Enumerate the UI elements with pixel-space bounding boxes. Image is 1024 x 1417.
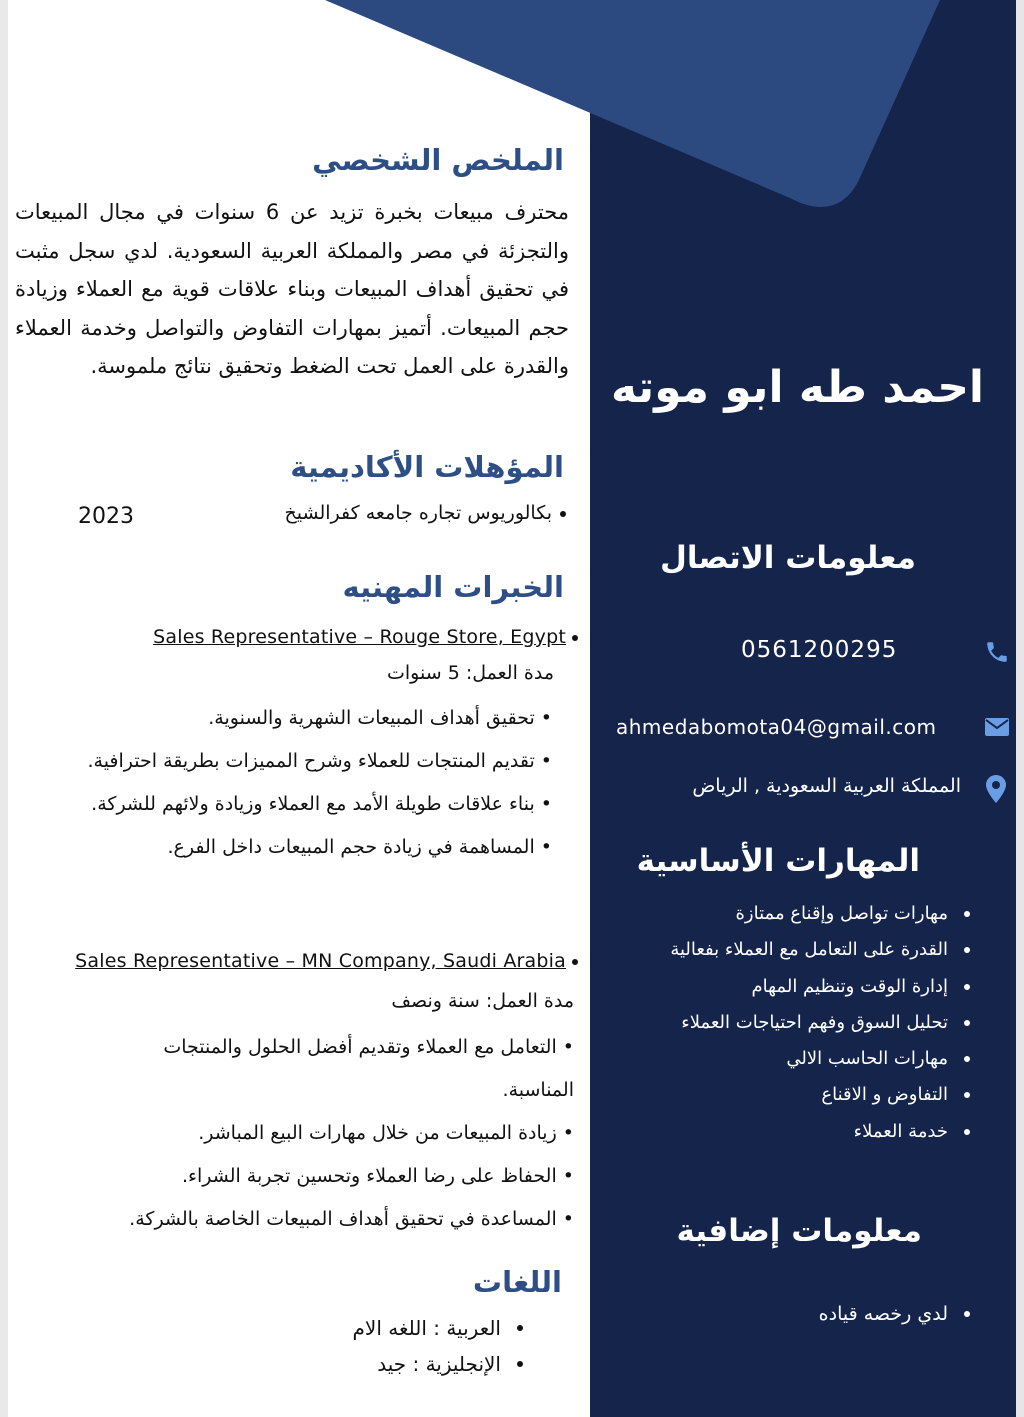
list-item: مهارات تواصل وإقناع ممتازة <box>618 896 948 932</box>
email-address[interactable]: ahmedabomota04@gmail.com <box>616 715 937 739</box>
list-item: التفاوض و الاقناع <box>618 1077 948 1113</box>
experience-heading: الخبرات المهنيه <box>342 570 564 604</box>
bullet <box>572 959 578 965</box>
job-title-text: Sales Representative – Rouge Store, Egypt <box>153 626 566 648</box>
bullet <box>560 511 566 517</box>
list-item: تحليل السوق وفهم احتياجات العملاء <box>618 1005 948 1041</box>
list-item: • الحفاظ على رضا العملاء وتحسين تجربة الشراء. <box>34 1155 574 1198</box>
location-text: المملكة العربية السعودية , الرياض <box>692 775 961 797</box>
list-item: العربية : اللغه الام <box>181 1310 501 1346</box>
job-title-2 <box>75 950 578 972</box>
education-year: 2023 <box>78 504 134 529</box>
skills-heading: المهارات الأساسية <box>636 843 920 879</box>
bullet <box>572 635 578 641</box>
extra-info-heading: معلومات إضافية <box>676 1213 922 1249</box>
email-icon <box>984 716 1010 738</box>
list-item: • المساهمة في زيادة حجم المبيعات داخل الفرع. <box>12 826 552 869</box>
contact-heading: معلومات الاتصال <box>660 540 916 576</box>
list-item: لدي رخصه قياده <box>618 1297 948 1331</box>
list-item: • المساعدة في تحقيق أهداف المبيعات الخاصة بالشركة. <box>34 1198 574 1241</box>
skills-list <box>618 896 948 1150</box>
degree-text: بكالوريوس تجاره جامعه كفرالشيخ <box>284 502 552 524</box>
phone-icon <box>984 639 1010 665</box>
list-item: • زيادة المبيعات من خلال مهارات البيع المباشر. <box>34 1112 574 1155</box>
education-degree <box>285 502 566 524</box>
job-tasks-1 <box>12 697 552 869</box>
extra-info-list <box>618 1297 948 1331</box>
job-title-1 <box>153 626 578 648</box>
list-item: إدارة الوقت وتنظيم المهام <box>618 969 948 1005</box>
job-tasks-2 <box>34 1026 574 1241</box>
list-item: خدمة العملاء <box>618 1114 948 1150</box>
list-item: • بناء علاقات طويلة الأمد مع العملاء وزيادة ولائهم للشركة. <box>84 783 552 826</box>
person-name: احمد طه ابو موته <box>610 362 984 413</box>
list-item: • تحقيق أهداف المبيعات الشهرية والسنوية. <box>12 697 552 740</box>
job-duration-2: مدة العمل: سنة ونصف <box>391 990 574 1012</box>
languages-list <box>181 1310 501 1382</box>
job-duration-1: مدة العمل: 5 سنوات <box>387 662 554 684</box>
summary-heading: الملخص الشخصي <box>312 143 564 177</box>
list-item: مهارات الحاسب الالي <box>618 1041 948 1077</box>
location-pin-icon <box>985 774 1007 804</box>
summary-text: محترف مبيعات بخبرة تزيد عن 6 سنوات في مجال المبيعات والتجزئة في مصر والمملكة العربية السعودية. لدي سجل مثبت في تحقيق أهداف المبيعات وبناء علاقات قوية مع العملاء وزيادة حجم المبيعات. أتميز بمهارات التفاوض والتواصل وخدمة العملاء والقدرة على العمل تحت الضغط وتحقيق نتائج ملموسة. <box>15 200 569 379</box>
job-title-text: Sales Representative – MN Company, Saudi Arabia <box>75 950 566 972</box>
list-item: • التعامل مع العملاء وتقديم أفضل الحلول والمنتجات المناسبة. <box>94 1026 574 1112</box>
list-item: الإنجليزية : جيد <box>181 1346 501 1382</box>
list-item: • تقديم المنتجات للعملاء وشرح المميزات بطريقة احترافية. <box>12 740 552 783</box>
languages-heading: اللغات <box>472 1265 562 1299</box>
education-heading: المؤهلات الأكاديمية <box>290 450 564 484</box>
phone-number[interactable]: 0561200295 <box>741 637 898 663</box>
list-item: القدرة على التعامل مع العملاء بفعالية <box>618 932 948 968</box>
